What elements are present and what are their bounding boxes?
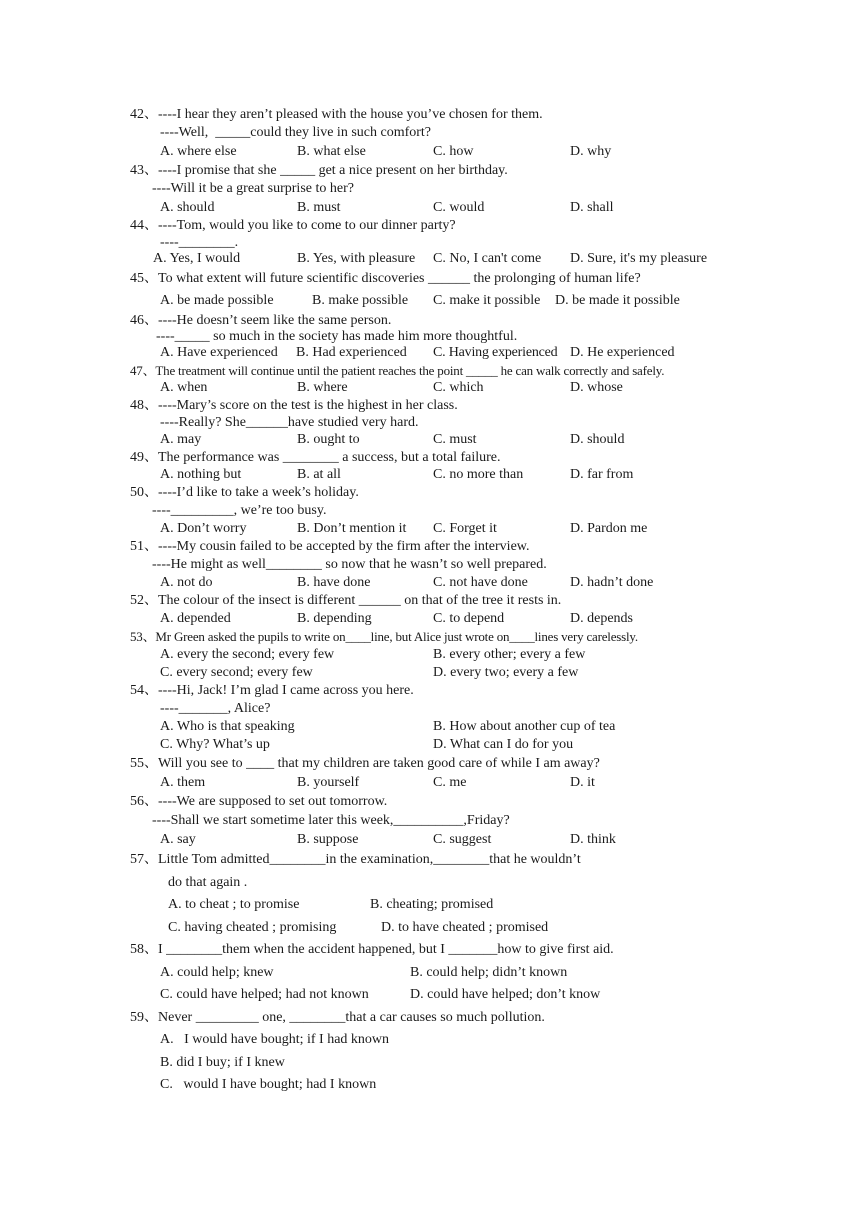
option-42-a: A. where else — [160, 144, 237, 159]
option-48-d: D. should — [570, 432, 625, 447]
question-47-stem: 47、The treatment will continue until the patient reaches the point _____ he can walk correctly and safely. — [130, 363, 665, 378]
option-48-a: A. may — [160, 432, 202, 447]
option-57-a: A. to cheat ; to promise — [168, 897, 300, 912]
option-55-c: C. me — [433, 775, 467, 790]
option-42-c: C. how — [433, 144, 474, 159]
option-59-a: A. I would have bought; if I had known — [160, 1032, 390, 1047]
question-57-stem-continued: do that again . — [168, 875, 248, 890]
option-43-c: C. would — [433, 200, 485, 215]
option-45-b: B. make possible — [312, 293, 409, 308]
option-56-c: C. suggest — [433, 832, 492, 847]
option-44-a: A. Yes, I would — [153, 251, 241, 266]
option-58-a: A. could help; knew — [160, 965, 274, 980]
option-56-a: A. say — [160, 832, 196, 847]
option-44-c: C. No, I can't come — [433, 251, 542, 266]
question-53-stem: 53、Mr Green asked the pupils to write on____line, but Alice just wrote on____lines very carelessly. — [130, 629, 638, 644]
option-53-c: C. every second; every few — [160, 665, 313, 680]
option-47-a: A. when — [160, 380, 208, 395]
option-49-c: C. no more than — [433, 467, 524, 482]
option-49-b: B. at all — [297, 467, 341, 482]
question-44-response: ----________. — [160, 235, 239, 250]
option-46-c: C. Having experienced — [433, 345, 558, 360]
option-49-a: A. nothing but — [160, 467, 242, 482]
option-43-b: B. must — [297, 200, 341, 215]
question-50-response: ----_________, we’re too busy. — [152, 503, 327, 518]
option-47-d: D. whose — [570, 380, 623, 395]
question-51-response: ----He might as well________ so now that he wasn’t so well prepared. — [152, 557, 547, 572]
option-58-c: C. could have helped; had not known — [160, 987, 369, 1002]
question-59-stem: 59、Never _________ one, ________that a car causes so much pollution. — [130, 1010, 545, 1025]
option-42-b: B. what else — [297, 144, 366, 159]
option-45-a: A. be made possible — [160, 293, 274, 308]
option-57-d: D. to have cheated ; promised — [381, 920, 549, 935]
option-52-a: A. depended — [160, 611, 231, 626]
option-53-a: A. every the second; every few — [160, 647, 335, 662]
question-57-stem: 57、Little Tom admitted________in the examination,________that he wouldn’t — [130, 852, 581, 867]
option-49-d: D. far from — [570, 467, 634, 482]
question-43-stem: 43、----I promise that she _____ get a nice present on her birthday. — [130, 163, 508, 178]
option-52-d: D. depends — [570, 611, 633, 626]
question-54-stem: 54、----Hi, Jack! I’m glad I came across you here. — [130, 683, 414, 698]
question-42-stem: 42、----I hear they aren’t pleased with the house you’ve chosen for them. — [130, 107, 543, 122]
option-51-b: B. have done — [297, 575, 371, 590]
option-54-c: C. Why? What’s up — [160, 737, 270, 752]
option-50-a: A. Don’t worry — [160, 521, 247, 536]
question-55-stem: 55、Will you see to ____ that my children are taken good care of while I am away? — [130, 756, 600, 771]
question-56-stem: 56、----We are supposed to set out tomorrow. — [130, 794, 388, 809]
option-52-c: C. to depend — [433, 611, 505, 626]
option-57-b: B. cheating; promised — [370, 897, 494, 912]
option-42-d: D. why — [570, 144, 612, 159]
option-58-b: B. could help; didn’t known — [410, 965, 568, 980]
question-52-stem: 52、The colour of the insect is different ______ on that of the tree it rests in. — [130, 593, 562, 608]
option-47-c: C. which — [433, 380, 484, 395]
option-44-d: D. Sure, it's my pleasure — [570, 251, 708, 266]
question-45-stem: 45、To what extent will future scientific discoveries ______ the prolonging of human life? — [130, 271, 641, 286]
option-53-b: B. every other; every a few — [433, 647, 586, 662]
question-44-stem: 44、----Tom, would you like to come to our dinner party? — [130, 218, 456, 233]
option-52-b: B. depending — [297, 611, 372, 626]
option-55-b: B. yourself — [297, 775, 360, 790]
question-50-stem: 50、----I’d like to take a week’s holiday. — [130, 485, 359, 500]
option-59-b: B. did I buy; if I knew — [160, 1055, 285, 1070]
option-50-b: B. Don’t mention it — [297, 521, 407, 536]
option-43-a: A. should — [160, 200, 215, 215]
question-51-stem: 51、----My cousin failed to be accepted by the firm after the interview. — [130, 539, 530, 554]
option-51-a: A. not do — [160, 575, 213, 590]
option-45-c: C. make it possible — [433, 293, 541, 308]
option-58-d: D. could have helped; don’t know — [410, 987, 601, 1002]
option-55-d: D. it — [570, 775, 595, 790]
option-56-d: D. think — [570, 832, 616, 847]
option-53-d: D. every two; every a few — [433, 665, 579, 680]
option-54-d: D. What can I do for you — [433, 737, 574, 752]
option-50-c: C. Forget it — [433, 521, 497, 536]
option-57-c: C. having cheated ; promising — [168, 920, 337, 935]
option-45-d: D. be made it possible — [555, 293, 680, 308]
option-47-b: B. where — [297, 380, 348, 395]
option-50-d: D. Pardon me — [570, 521, 648, 536]
question-56-response: ----Shall we start sometime later this week,__________,Friday? — [152, 813, 510, 828]
question-48-stem: 48、----Mary’s score on the test is the highest in her class. — [130, 398, 458, 413]
question-54-response: ----_______, Alice? — [160, 701, 271, 716]
question-49-stem: 49、The performance was ________ a success, but a total failure. — [130, 450, 501, 465]
option-46-b: B. Had experienced — [296, 345, 407, 360]
option-46-d: D. He experienced — [570, 345, 675, 360]
question-42-response: ----Well, _____could they live in such comfort? — [160, 125, 432, 140]
option-48-c: C. must — [433, 432, 477, 447]
option-54-b: B. How about another cup of tea — [433, 719, 616, 734]
option-51-c: C. not have done — [433, 575, 528, 590]
option-44-b: B. Yes, with pleasure — [297, 251, 416, 266]
option-55-a: A. them — [160, 775, 206, 790]
question-58-stem: 58、I ________them when the accident happened, but I _______how to give first aid. — [130, 942, 614, 957]
question-46-stem: 46、----He doesn’t seem like the same person. — [130, 313, 392, 328]
option-48-b: B. ought to — [297, 432, 360, 447]
option-59-c: C. would I have bought; had I known — [160, 1077, 377, 1092]
question-48-response: ----Really? She______have studied very hard. — [160, 415, 419, 430]
question-43-response: ----Will it be a great surprise to her? — [152, 181, 354, 196]
option-54-a: A. Who is that speaking — [160, 719, 295, 734]
option-56-b: B. suppose — [297, 832, 359, 847]
option-51-d: D. hadn’t done — [570, 575, 654, 590]
option-46-a: A. Have experienced — [160, 345, 278, 360]
option-43-d: D. shall — [570, 200, 614, 215]
question-46-response: ----_____ so much in the society has made him more thoughtful. — [156, 329, 518, 344]
